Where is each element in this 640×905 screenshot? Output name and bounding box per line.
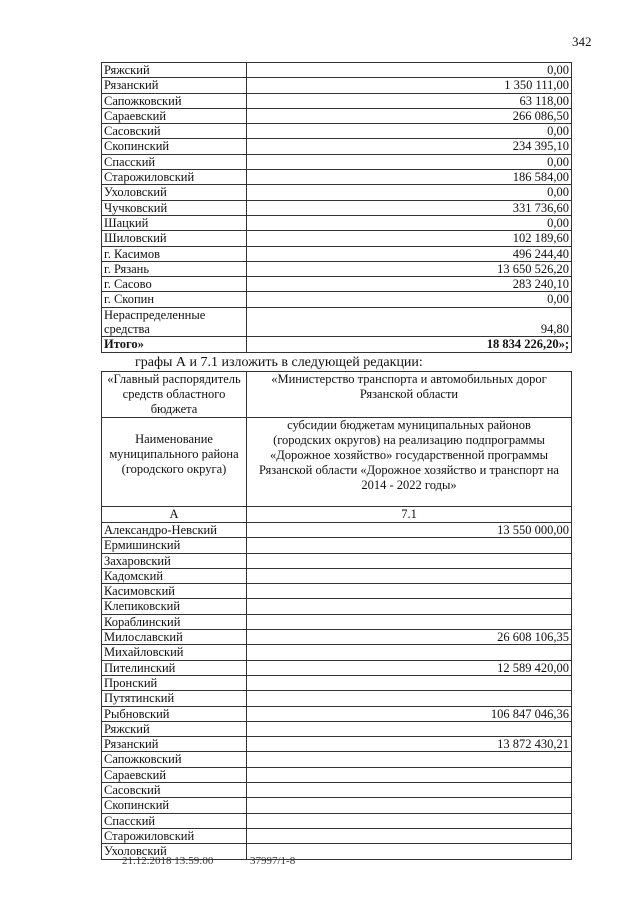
- subsidy-table: [101, 371, 572, 860]
- row-value: 13 650 526,20: [247, 261, 572, 276]
- row-name: Захаровский: [102, 553, 247, 568]
- column-labels-row: [102, 507, 572, 523]
- row-name: Сасовский: [102, 783, 247, 798]
- table-row: [102, 737, 572, 752]
- total-label: Итого»: [102, 337, 247, 352]
- table-row: [102, 645, 572, 660]
- row-name: г. Касимов: [102, 246, 247, 261]
- row-value: 12 589 420,00: [247, 660, 572, 675]
- row-name: Сараевский: [102, 767, 247, 782]
- table-row: [102, 277, 572, 292]
- row-value: 13 550 000,00: [247, 523, 572, 538]
- table-row: [102, 78, 572, 93]
- table-row: [102, 93, 572, 108]
- row-value: [247, 813, 572, 828]
- row-name: Сапожковский: [102, 752, 247, 767]
- table-row: [102, 752, 572, 767]
- row-value: 0,00: [247, 185, 572, 200]
- table-row: [102, 292, 572, 307]
- table-row: [102, 599, 572, 614]
- row-name: Рязанский: [102, 78, 247, 93]
- header-administrator-value: «Министерство транспорта и автомобильных дорог Рязанской области: [247, 372, 572, 418]
- row-value: 0,00: [247, 63, 572, 78]
- row-value: [247, 553, 572, 568]
- row-name: Сапожковский: [102, 93, 247, 108]
- row-value: 13 872 430,21: [247, 737, 572, 752]
- table-row: [102, 767, 572, 782]
- row-name: Кадомский: [102, 568, 247, 583]
- table-row: [102, 675, 572, 690]
- row-value: [247, 828, 572, 843]
- row-value: 0,00: [247, 154, 572, 169]
- row-value: 102 189,60: [247, 231, 572, 246]
- row-value: 496 244,40: [247, 246, 572, 261]
- table-row: [102, 706, 572, 721]
- row-name: Кораблинский: [102, 614, 247, 629]
- amendment-text: графы А и 7.1 изложить в следующей редакции:: [135, 355, 423, 370]
- row-value: [247, 538, 572, 553]
- table-row: [102, 170, 572, 185]
- row-value: [247, 599, 572, 614]
- table-row: [102, 139, 572, 154]
- row-name: Пронский: [102, 675, 247, 690]
- table-row: [102, 231, 572, 246]
- row-name: Рязанский: [102, 737, 247, 752]
- row-value: 63 118,00: [247, 93, 572, 108]
- row-value: 234 395,10: [247, 139, 572, 154]
- row-value: [247, 614, 572, 629]
- column-label-a: А: [102, 507, 247, 523]
- row-value: [247, 675, 572, 690]
- row-name: Ухоловский: [102, 185, 247, 200]
- table-row: [102, 124, 572, 139]
- table-row: [102, 614, 572, 629]
- table-row: [102, 215, 572, 230]
- row-name: Ухоловский: [102, 844, 247, 859]
- row-name: Ряжский: [102, 721, 247, 736]
- table-row: [102, 246, 572, 261]
- row-name: Старожиловский: [102, 170, 247, 185]
- row-value: 94,80: [247, 307, 572, 337]
- header-row-names: [102, 418, 572, 507]
- row-value: 266 086,50: [247, 108, 572, 123]
- table-row: [102, 553, 572, 568]
- row-name: Рыбновский: [102, 706, 247, 721]
- table-row: [102, 813, 572, 828]
- header-administrator-label: «Главный распорядитель средств областного бюджета: [102, 372, 247, 418]
- row-value: 26 608 106,35: [247, 630, 572, 645]
- table-row: [102, 568, 572, 583]
- row-name-line2: средства: [104, 322, 150, 337]
- row-name: г. Рязань: [102, 261, 247, 276]
- row-value: 331 736,60: [247, 200, 572, 215]
- row-value: [247, 721, 572, 736]
- row-value: [247, 584, 572, 599]
- row-value: 186 584,00: [247, 170, 572, 185]
- row-value: 0,00: [247, 215, 572, 230]
- column-label-7-1: 7.1: [247, 507, 572, 523]
- row-value: 0,00: [247, 292, 572, 307]
- row-name: Шиловский: [102, 231, 247, 246]
- table-row: [102, 538, 572, 553]
- table-row: [102, 798, 572, 813]
- table-row: [102, 108, 572, 123]
- table-row: [102, 261, 572, 276]
- row-name: Старожиловский: [102, 828, 247, 843]
- footer-doc-id: 37997/1-8: [250, 855, 296, 867]
- header-row-administrator: [102, 372, 572, 418]
- header-subsidy-label: субсидии бюджетам муниципальных районов (городских округов) на реализацию подпрограммы «Дорожное хозяйство» государственной программы Рязанской области «Дорожное хозяйство и транспорт на 2014 - 2022 годы»: [247, 418, 572, 507]
- row-value: 106 847 046,36: [247, 706, 572, 721]
- row-name: Ряжский: [102, 63, 247, 78]
- table-row: [102, 630, 572, 645]
- table-row: [102, 185, 572, 200]
- table-row: [102, 783, 572, 798]
- footer-datetime: 21.12.2018 13:59:00: [122, 855, 214, 867]
- row-name: Сараевский: [102, 108, 247, 123]
- row-value: [247, 691, 572, 706]
- allocation-table-continued: [101, 62, 572, 353]
- total-value: 18 834 226,20»;: [247, 337, 572, 352]
- row-value: [247, 752, 572, 767]
- row-name: Ермишинский: [102, 538, 247, 553]
- row-value: [247, 844, 572, 859]
- row-value: [247, 645, 572, 660]
- row-name: Клепиковский: [102, 599, 247, 614]
- table-row: [102, 63, 572, 78]
- table-row: [102, 691, 572, 706]
- row-name: Скопинский: [102, 798, 247, 813]
- table-row: [102, 154, 572, 169]
- row-name: Милославский: [102, 630, 247, 645]
- page-number: 342: [572, 34, 592, 49]
- row-name: Пителинский: [102, 660, 247, 675]
- row-name: Касимовский: [102, 584, 247, 599]
- table-row: [102, 660, 572, 675]
- row-name: Михайловский: [102, 645, 247, 660]
- row-name: г. Скопин: [102, 292, 247, 307]
- row-name: Спасский: [102, 154, 247, 169]
- row-name: Чучковский: [102, 200, 247, 215]
- row-value: [247, 568, 572, 583]
- table-row: [102, 584, 572, 599]
- row-name: Путятинский: [102, 691, 247, 706]
- row-name: Александро-Невский: [102, 523, 247, 538]
- header-district-label: Наименование муниципального района (городского округа): [102, 418, 247, 507]
- table-row: [102, 523, 572, 538]
- table-row: [102, 200, 572, 215]
- row-value: [247, 783, 572, 798]
- row-value: [247, 798, 572, 813]
- row-name: Шацкий: [102, 215, 247, 230]
- row-name: Спасский: [102, 813, 247, 828]
- row-value: 283 240,10: [247, 277, 572, 292]
- row-value: 1 350 111,00: [247, 78, 572, 93]
- row-value: [247, 767, 572, 782]
- unallocated-row: [102, 307, 572, 337]
- row-name: Сасовский: [102, 124, 247, 139]
- row-name-line1: Нераспределенные: [104, 307, 206, 322]
- row-name: г. Сасово: [102, 277, 247, 292]
- row-name: Скопинский: [102, 139, 247, 154]
- total-row: [102, 337, 572, 352]
- row-value: 0,00: [247, 124, 572, 139]
- table-row: [102, 828, 572, 843]
- table-row: [102, 721, 572, 736]
